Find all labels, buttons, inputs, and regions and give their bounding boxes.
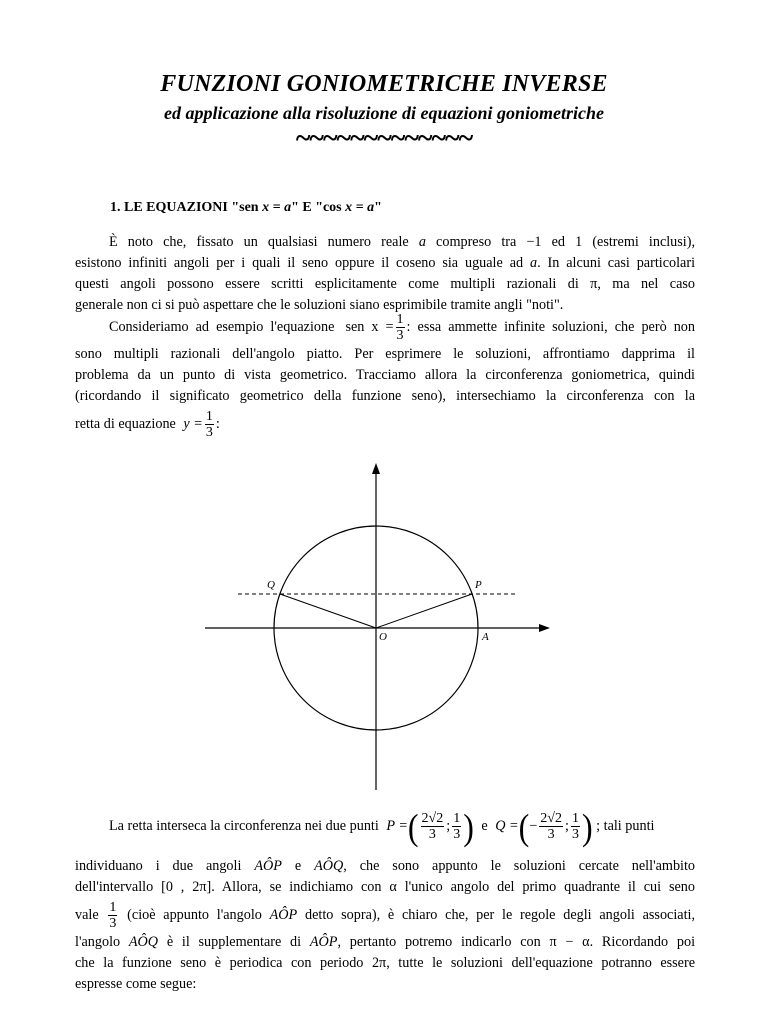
paragraph-intro: È noto che, fissato un qualsiasi numero reale a compreso tra −1 ed 1 (estremi inclusi), esistono infiniti angoli per i quali il seno oppure il coseno sia uguale ad a. In alcuni casi particolari questi angoli possono essere scritti esplicitamente come multipli razionali di π, ma nel caso generale non ci si può aspettare che le soluzioni siano esprimibile tramite angli "noti". bbox=[75, 234, 696, 313]
equation-sen: sen x = $\frac{1}{3}$ bbox=[345, 312, 404, 344]
label-P: P bbox=[475, 579, 482, 591]
label-O: O bbox=[379, 631, 387, 643]
page-title: FUNZIONI GONIOMETRICHE INVERSE bbox=[160, 71, 608, 97]
segment-OQ bbox=[280, 594, 376, 628]
section-heading: 1. LE EQUAZIONI "sen x = a" E "cos x = a" bbox=[110, 200, 382, 215]
paragraph-example: Consideriamo ad esempio l'equazione sen x = $\frac{1}{3}$ : essa ammette infinite soluzioni, che però non sono multipli razionali dell'angolo piatto. Per esprimere le soluzioni, affrontiamo dapprima il problema da un punto di vista geometrico. Tracciamo allora la circonferenza goniometrica, quindi (ricordando il significato geometrico della funzione seno), intersechiamo la circonferenza con la retta di equazione y = $\frac{1}{3}$ : bbox=[75, 312, 695, 441]
equation-y: y = $\frac{1}{3}$ bbox=[183, 409, 213, 441]
label-Q: Q bbox=[267, 579, 275, 591]
point-P: P =( $\frac{2√2}{3}$ ; $\frac{1}{3}$ ) bbox=[386, 806, 474, 848]
title-separator: ~~~~~~~~~~~~~ bbox=[295, 123, 473, 154]
page-subtitle: ed applicazione alla risoluzione di equazioni goniometriche bbox=[163, 103, 605, 123]
label-A: A bbox=[482, 631, 489, 643]
paragraph-intersection: La retta interseca la circonferenza nei due punti P =( $\frac{2√2}{3}$ ; $\frac{1}{3}$ ) e Q =(− $\frac{2√2}{3}$ ; $\frac{1}{3}$ ) ; tali punti individuano i due angoli AÔP e AÔQ, che sono appunto le soluzioni cercate nell'ambito dell'intervallo [0 , 2π]. Allora, se indichiamo con α l'unico angolo del primo quadrante il cui seno vale $\frac{1}{3}$ (cioè appunto l'angolo AÔP detto sopra), è chiaro che, per le regole degli angoli associati, l'angolo AÔQ è il supplementare di AÔP, pertanto potremo indicarlo con π − α. Ricordando poi che la funzione seno è periodica con periodo 2π, tutte le soluzioni dell'equazione potranno essere espresse come segue: bbox=[75, 806, 696, 992]
point-Q: Q =(− $\frac{2√2}{3}$ ; $\frac{1}{3}$ ) bbox=[495, 806, 593, 848]
segment-OP bbox=[376, 594, 472, 628]
x-axis bbox=[205, 624, 550, 632]
